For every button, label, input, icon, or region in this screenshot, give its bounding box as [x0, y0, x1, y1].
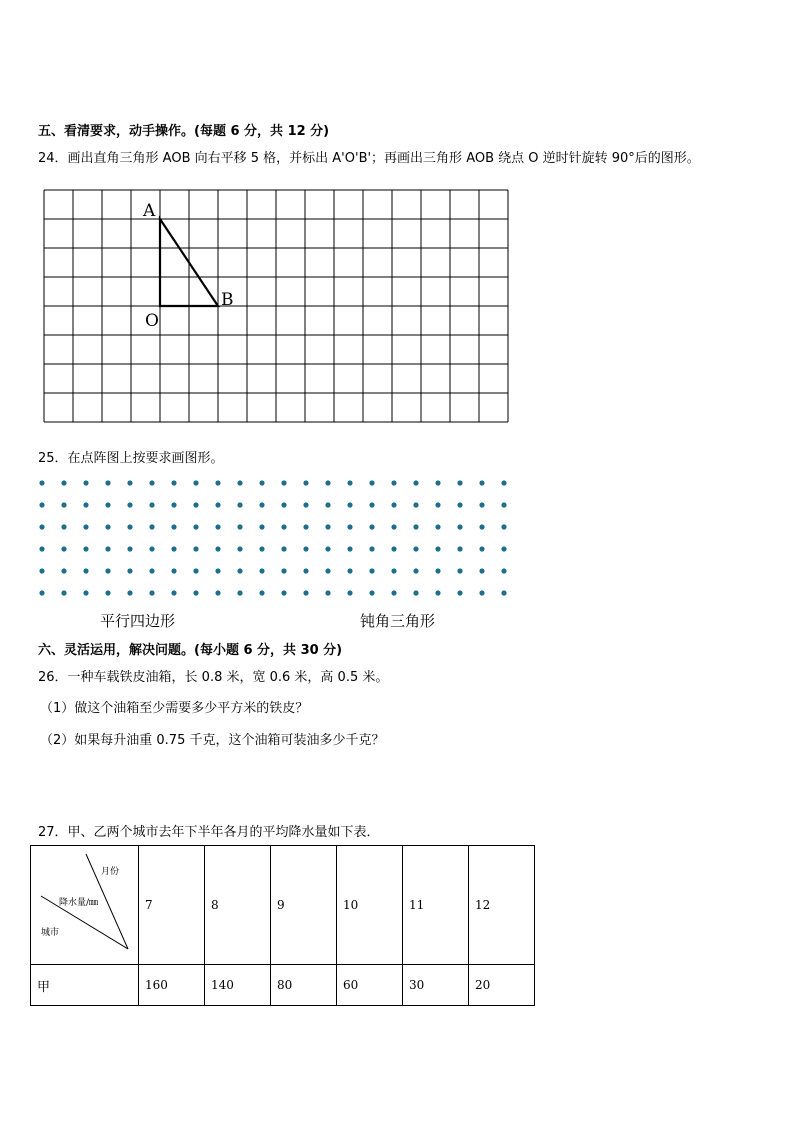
lattice-dot	[171, 590, 176, 595]
lattice-dot	[237, 568, 242, 573]
vertex-label-o: O	[145, 311, 159, 331]
lattice-dot	[435, 546, 440, 551]
lattice-dot	[479, 568, 484, 573]
lattice-dot	[39, 590, 44, 595]
lattice-dot	[501, 502, 506, 507]
lattice-dot	[83, 480, 88, 485]
lattice-dot	[391, 480, 396, 485]
value-cell: 160	[139, 965, 205, 1006]
lattice-dot	[61, 568, 66, 573]
lattice-dot	[259, 524, 264, 529]
lattice-dot	[479, 590, 484, 595]
lattice-dot	[281, 480, 286, 485]
lattice-dot	[105, 590, 110, 595]
lattice-dot	[61, 546, 66, 551]
lattice-dot	[413, 546, 418, 551]
lattice-dot	[215, 590, 220, 595]
value-cell: 80	[271, 965, 337, 1006]
lattice-dot	[259, 590, 264, 595]
rainfall-table	[30, 845, 535, 1006]
lattice-dot	[149, 524, 154, 529]
value-cell: 20	[469, 965, 535, 1006]
lattice-dot	[391, 546, 396, 551]
question-26-part-1: （1）做这个油箱至少需要多少平方米的铁皮？	[40, 701, 309, 716]
question-25-text: 25．在点阵图上按要求画图形。	[38, 451, 224, 466]
lattice-dot	[325, 568, 330, 573]
lattice-dot	[259, 546, 264, 551]
lattice-dot	[281, 568, 286, 573]
header-city-label: 城市	[41, 928, 60, 938]
square-grid	[44, 190, 508, 422]
lattice-dot	[413, 524, 418, 529]
lattice-dot	[325, 502, 330, 507]
lattice-dot	[149, 590, 154, 595]
lattice-dot	[149, 480, 154, 485]
lattice-dot	[61, 502, 66, 507]
vertex-label-a: A	[143, 201, 156, 221]
lattice-dot	[281, 546, 286, 551]
lattice-dot	[391, 502, 396, 507]
lattice-dot	[237, 480, 242, 485]
month-cell: 7	[139, 846, 205, 965]
lattice-dot	[325, 546, 330, 551]
lattice-dot	[39, 524, 44, 529]
lattice-dot	[479, 546, 484, 551]
lattice-dot	[193, 502, 198, 507]
lattice-dot	[457, 590, 462, 595]
lattice-dot	[39, 480, 44, 485]
lattice-dot	[149, 502, 154, 507]
lattice-dot	[325, 590, 330, 595]
lattice-dot	[149, 568, 154, 573]
lattice-dot	[369, 502, 374, 507]
table-header-row	[31, 846, 535, 965]
lattice-dot	[127, 524, 132, 529]
lattice-dot	[347, 502, 352, 507]
lattice-dot	[259, 480, 264, 485]
lattice-dot	[127, 502, 132, 507]
lattice-dot	[193, 590, 198, 595]
lattice-dot	[413, 502, 418, 507]
lattice-dot	[83, 568, 88, 573]
vertex-label-b: B	[221, 290, 234, 310]
lattice-dot	[83, 590, 88, 595]
table-row	[31, 965, 535, 1006]
lattice-dot	[501, 480, 506, 485]
lattice-dot	[193, 546, 198, 551]
grid-figure-24	[40, 186, 512, 424]
lattice-dot	[369, 590, 374, 595]
lattice-dot	[83, 524, 88, 529]
lattice-dot	[281, 502, 286, 507]
lattice-dot	[39, 502, 44, 507]
lattice-dot	[171, 568, 176, 573]
lattice-dot	[435, 480, 440, 485]
label-parallelogram: 平行四边形	[100, 612, 176, 630]
lattice-dot	[61, 480, 66, 485]
lattice-dot	[457, 568, 462, 573]
lattice-dot	[193, 480, 198, 485]
month-cell: 9	[271, 846, 337, 965]
lattice-dot	[171, 502, 176, 507]
lattice-dot	[237, 524, 242, 529]
lattice-dot	[127, 480, 132, 485]
lattice-dot	[171, 524, 176, 529]
lattice-dot	[303, 546, 308, 551]
lattice-dot	[435, 590, 440, 595]
lattice-dot	[193, 568, 198, 573]
lattice-dot	[479, 480, 484, 485]
lattice-dot	[39, 546, 44, 551]
lattice-dot	[149, 546, 154, 551]
lattice-dot	[457, 480, 462, 485]
lattice-dot	[39, 568, 44, 573]
lattice-dot	[435, 568, 440, 573]
lattice-dot	[303, 524, 308, 529]
lattice-dot	[347, 590, 352, 595]
lattice-dot	[215, 480, 220, 485]
lattice-dot	[479, 524, 484, 529]
lattice-dot	[391, 524, 396, 529]
value-cell: 30	[403, 965, 469, 1006]
lattice-dot	[127, 590, 132, 595]
lattice-dot	[391, 568, 396, 573]
lattice-dot	[413, 568, 418, 573]
question-26-text: 26．一种车载铁皮油箱，长 0.8 米，宽 0.6 米，高 0.5 米。	[38, 670, 389, 685]
lattice-dot	[171, 480, 176, 485]
header-month-label: 月份	[101, 867, 120, 877]
lattice-dot	[303, 480, 308, 485]
lattice-dot	[281, 590, 286, 595]
lattice-dot	[215, 524, 220, 529]
lattice-dot	[83, 546, 88, 551]
lattice-dot	[171, 546, 176, 551]
lattice-dot	[501, 568, 506, 573]
lattice-dot	[457, 524, 462, 529]
section-5-heading: 五、看清要求，动手操作。(每题 6 分，共 12 分)	[38, 124, 330, 139]
dot-lattice	[34, 476, 518, 602]
value-cell: 140	[205, 965, 271, 1006]
section-6-heading: 六、灵活运用，解决问题。(每小题 6 分，共 30 分)	[38, 643, 343, 658]
lattice-dot	[347, 480, 352, 485]
diagonal-header-cell	[31, 846, 139, 965]
question-26-part-2: （2）如果每升油重 0.75 千克，这个油箱可装油多少千克？	[40, 733, 385, 748]
lattice-dot	[215, 568, 220, 573]
month-cell: 11	[403, 846, 469, 965]
lattice-dot	[413, 480, 418, 485]
lattice-dot	[237, 590, 242, 595]
lattice-dot	[83, 502, 88, 507]
lattice-dot	[303, 568, 308, 573]
lattice-dot	[347, 568, 352, 573]
lattice-dot	[347, 546, 352, 551]
question-24-text: 24．画出直角三角形 AOB 向右平移 5 格，并标出 A'O'B'；再画出三角形 AOB 绕点 O 逆时针旋转 90°后的图形。	[38, 151, 700, 166]
lattice-dot	[369, 480, 374, 485]
lattice-dot	[325, 480, 330, 485]
lattice-dot	[501, 546, 506, 551]
lattice-dot	[413, 590, 418, 595]
value-cell: 60	[337, 965, 403, 1006]
lattice-dot	[303, 590, 308, 595]
lattice-dot	[215, 546, 220, 551]
lattice-dot	[105, 480, 110, 485]
lattice-dot	[61, 590, 66, 595]
lattice-dot	[347, 524, 352, 529]
lattice-dot	[127, 568, 132, 573]
lattice-dot	[391, 590, 396, 595]
lattice-dot	[215, 502, 220, 507]
lattice-dot	[105, 502, 110, 507]
lattice-dot	[281, 524, 286, 529]
lattice-dot	[105, 524, 110, 529]
month-cell: 8	[205, 846, 271, 965]
question-27-text: 27．甲、乙两个城市去年下半年各月的平均降水量如下表．	[38, 825, 380, 840]
lattice-dot	[237, 546, 242, 551]
lattice-dot	[435, 524, 440, 529]
lattice-dot	[61, 524, 66, 529]
header-rainfall-label: 降水量/㎜	[59, 898, 99, 908]
city-cell: 甲	[31, 965, 139, 1006]
label-obtuse-triangle: 钝角三角形	[360, 612, 436, 630]
lattice-dot	[435, 502, 440, 507]
lattice-dot	[479, 502, 484, 507]
lattice-dot	[457, 546, 462, 551]
lattice-dot	[501, 590, 506, 595]
lattice-dot	[259, 568, 264, 573]
lattice-dot	[369, 524, 374, 529]
month-cell: 10	[337, 846, 403, 965]
lattice-dot	[369, 568, 374, 573]
lattice-dot	[303, 502, 308, 507]
lattice-dot	[325, 524, 330, 529]
lattice-dot	[501, 524, 506, 529]
lattice-dot	[259, 502, 264, 507]
month-cell: 12	[469, 846, 535, 965]
lattice-dot	[105, 568, 110, 573]
lattice-dot	[105, 546, 110, 551]
lattice-dot	[457, 502, 462, 507]
lattice-dot	[127, 546, 132, 551]
lattice-dot	[193, 524, 198, 529]
lattice-dot	[237, 502, 242, 507]
lattice-dot	[369, 546, 374, 551]
